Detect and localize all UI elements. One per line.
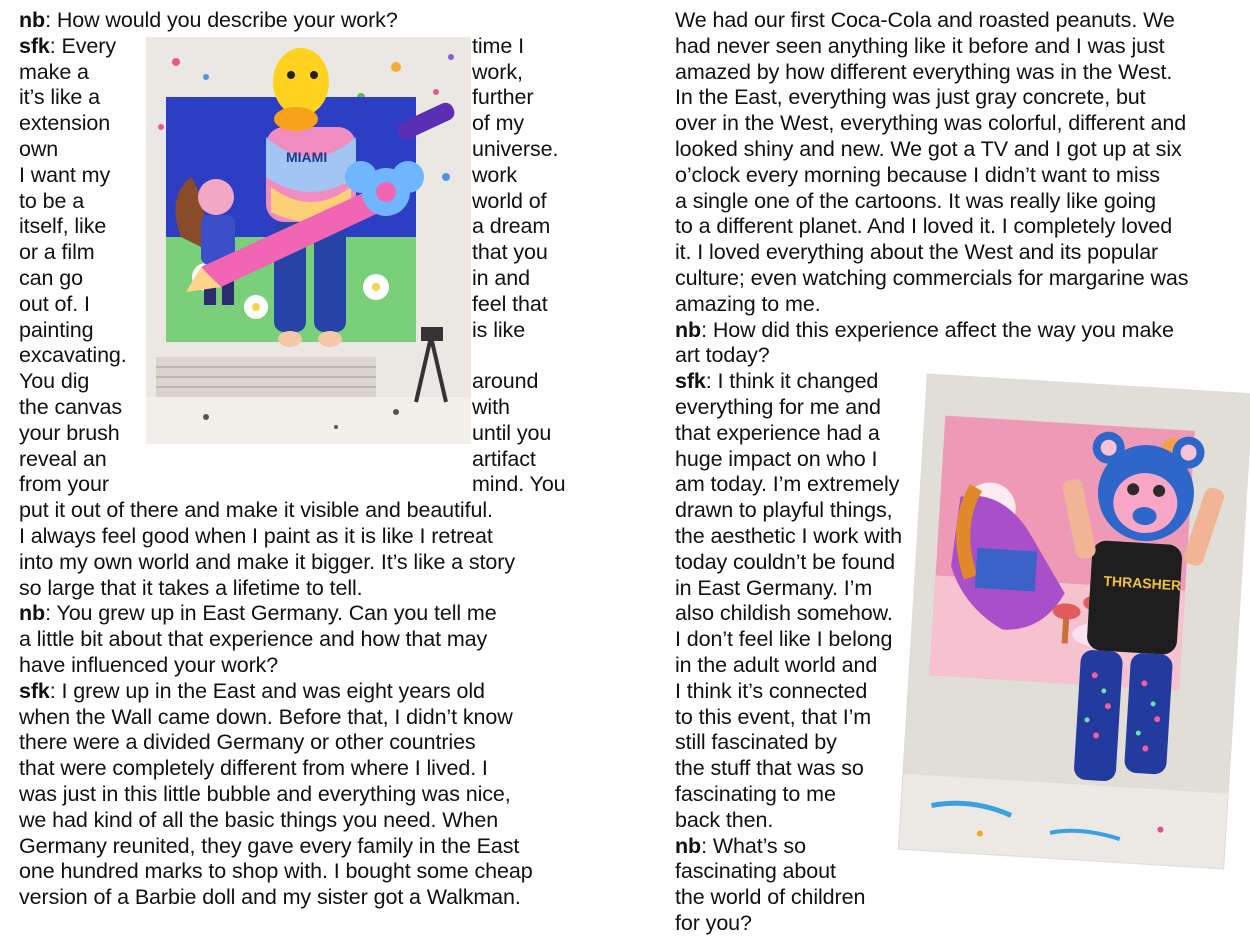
line-text: put it out of there and make it visible and beautiful. xyxy=(19,498,493,523)
left-column-wrap-line: of my xyxy=(472,111,525,136)
right-column-line xyxy=(675,576,872,602)
right-column-line xyxy=(675,524,902,550)
line-text: one hundred marks to shop with. I bought some cheap xyxy=(19,859,533,884)
right-column-line xyxy=(675,60,1172,86)
line-text: in East Germany. I’m xyxy=(675,575,873,600)
left-column-wrap-line: with xyxy=(472,395,510,419)
svg-text:MIAMI: MIAMI xyxy=(286,149,328,165)
left-column-line xyxy=(19,240,95,266)
right-column-line xyxy=(675,137,1182,163)
line-text: the aesthetic I work with xyxy=(675,524,902,548)
line-text: your brush xyxy=(19,420,120,445)
left-column-line xyxy=(19,730,476,756)
right-column-line xyxy=(675,266,1188,292)
left-column-line xyxy=(19,859,533,885)
left-column-line xyxy=(19,472,109,498)
line-text: still fascinated by xyxy=(675,730,837,755)
line-text: I always feel good when I paint as it is like I retreat xyxy=(19,524,493,548)
left-column-line xyxy=(19,369,89,395)
left-column-line xyxy=(19,189,84,215)
line-text: : Every xyxy=(49,33,116,58)
line-text: art today? xyxy=(675,343,770,368)
line-text: it. I loved everything about the West and its popular xyxy=(675,240,1159,265)
left-column-wrap-line: feel that xyxy=(472,291,548,316)
line-text: have influenced your work? xyxy=(19,653,279,677)
left-column-line xyxy=(19,498,493,524)
right-column-line xyxy=(675,163,1160,189)
right-column-line xyxy=(675,627,892,653)
left-column-line xyxy=(19,679,485,705)
right-column-line xyxy=(675,679,867,705)
left-column-wrap-line: work, xyxy=(472,59,523,84)
right-column-line xyxy=(675,550,895,576)
left-column-line xyxy=(19,8,398,34)
speaker-label: nb xyxy=(19,8,46,32)
left-column-line xyxy=(19,601,497,627)
right-column-line xyxy=(675,240,1158,266)
line-text: that experience had a xyxy=(675,420,880,445)
left-column-wrap-line: universe. xyxy=(472,137,559,161)
left-column-wrap-line: work xyxy=(472,162,517,187)
line-text: : You grew up in East Germany. Can you tell me xyxy=(45,601,497,626)
line-text: : I grew up in the East and was eight years old xyxy=(49,678,485,703)
left-column-wrap-line: in and xyxy=(472,266,530,290)
right-column-line xyxy=(675,601,893,627)
line-text: in the adult world and xyxy=(675,653,878,677)
line-text: I don’t feel like I belong xyxy=(675,627,893,652)
line-text: over in the West, everything was colorful, different and xyxy=(675,111,1187,136)
left-column-line xyxy=(19,292,90,318)
line-text: a little bit about that experience and how that may xyxy=(19,627,488,652)
thrasher-shirt-logo: THRASHER xyxy=(1103,572,1182,594)
line-text: Germany reunited, they gave every family in the East xyxy=(19,833,520,858)
speaker-label: nb xyxy=(19,601,46,626)
right-column-line xyxy=(675,447,877,473)
line-text: itself, like xyxy=(19,214,107,239)
line-text: own xyxy=(19,137,59,161)
line-text: can go xyxy=(19,266,83,290)
line-text: when the Wall came down. Before that, I didn’t know xyxy=(19,704,513,729)
line-text: o’clock every morning because I didn’t want to miss xyxy=(675,162,1160,187)
line-text: make a xyxy=(19,59,89,84)
right-column-line xyxy=(675,318,1174,344)
right-column-line xyxy=(675,34,1165,60)
left-column-line xyxy=(19,60,89,86)
left-column-wrap-line: is like xyxy=(472,317,526,342)
left-column-line xyxy=(19,550,515,576)
line-text: culture; even watching commercials for margarine was xyxy=(675,266,1189,290)
line-text: In the East, everything was just gray concrete, but xyxy=(675,85,1146,110)
line-text: it’s like a xyxy=(19,85,100,110)
line-text: fascinating about xyxy=(675,859,836,884)
left-column-wrap-line: a dream xyxy=(472,214,551,239)
line-text: painting xyxy=(19,317,94,342)
right-column-line xyxy=(675,653,877,679)
left-column-wrap-line: time I xyxy=(472,33,524,58)
right-column-line xyxy=(675,834,806,860)
left-column-line xyxy=(19,653,278,679)
line-text: looked shiny and new. We got a TV and I got up at six xyxy=(675,137,1182,161)
left-column-line xyxy=(19,34,116,60)
left-column-line xyxy=(19,343,127,369)
left-column-line xyxy=(19,163,110,189)
line-text: version of a Barbie doll and my sister got a Walkman. xyxy=(19,885,521,910)
left-column-line xyxy=(19,318,94,344)
right-column-line xyxy=(675,705,871,731)
line-text: from your xyxy=(19,472,109,497)
left-column-wrap-line: that you xyxy=(472,240,548,265)
left-column-line xyxy=(19,808,498,834)
right-column-line xyxy=(675,189,1156,215)
line-text: You dig xyxy=(19,369,90,394)
right-column-line xyxy=(675,8,1175,34)
line-text: back then. xyxy=(675,807,774,832)
studio-photo-illustration xyxy=(146,37,471,444)
right-column-line xyxy=(675,292,821,318)
line-text: into my own world and make it bigger. It’s like a story xyxy=(19,549,515,574)
line-text: the canvas xyxy=(19,395,122,419)
line-text: : I think it changed xyxy=(705,369,879,394)
line-text: to be a xyxy=(19,188,85,213)
line-text: there were a divided Germany or other countries xyxy=(19,730,476,755)
speaker-label: sfk xyxy=(19,678,50,703)
left-column-line xyxy=(19,214,106,240)
line-text: was just in this little bubble and everything was nice, xyxy=(19,782,511,806)
right-column-line xyxy=(675,885,865,911)
left-column-line xyxy=(19,137,58,163)
right-column-line xyxy=(675,214,1172,240)
left-column-wrap-line: until you xyxy=(472,420,552,445)
left-column-line xyxy=(19,447,107,473)
left-column-line xyxy=(19,576,363,602)
right-column-line xyxy=(675,498,893,524)
line-text: : What’s so xyxy=(701,833,806,858)
line-text: we had kind of all the basic things you need. When xyxy=(19,807,499,832)
line-text: amazed by how different everything was in the West. xyxy=(675,59,1173,84)
line-text: out of. I xyxy=(19,291,90,316)
line-text: for you? xyxy=(675,911,752,935)
line-text: am today. I’m extremely xyxy=(675,472,900,497)
left-column-wrap-line: around xyxy=(472,369,539,394)
right-column-line xyxy=(675,111,1186,137)
left-column-line xyxy=(19,834,519,860)
right-column-line xyxy=(675,472,899,498)
right-column-line xyxy=(675,85,1146,111)
line-text: or a film xyxy=(19,240,95,265)
right-column-line xyxy=(675,756,864,782)
line-text: had never seen anything like it before and I was just xyxy=(675,33,1165,58)
line-text: a single one of the cartoons. It was really like going xyxy=(675,188,1157,213)
line-text: fascinating to me xyxy=(675,782,836,806)
right-column-line xyxy=(675,369,878,395)
left-column-line xyxy=(19,885,521,911)
right-column-line xyxy=(675,421,880,447)
line-text: extension xyxy=(19,111,111,136)
left-column-line xyxy=(19,421,120,447)
line-text: everything for me and xyxy=(675,395,881,419)
line-text: to this event, that I’m xyxy=(675,704,872,729)
left-column-wrap-line: artifact xyxy=(472,446,536,471)
left-column-wrap-line: mind. You xyxy=(472,472,566,497)
line-text: today couldn’t be found xyxy=(675,549,896,574)
line-text: that were completely different from where I lived. I xyxy=(19,756,488,781)
line-text: I want my xyxy=(19,162,111,187)
studio-photo-illustration-2 xyxy=(899,375,1250,869)
line-text: to a different planet. And I loved it. I completely loved xyxy=(675,214,1173,239)
speaker-label: nb xyxy=(675,833,702,858)
line-text: : How would you describe your work? xyxy=(45,8,398,32)
left-column-wrap-line: world of xyxy=(472,188,547,213)
line-text: reveal an xyxy=(19,446,107,471)
line-text: also childish somehow. xyxy=(675,601,893,626)
line-text: the stuff that was so xyxy=(675,756,864,781)
speaker-label: sfk xyxy=(19,33,50,58)
speaker-label: nb xyxy=(675,317,702,342)
line-text: so large that it takes a lifetime to tell. xyxy=(19,575,363,600)
left-column-line xyxy=(19,395,122,421)
speaker-label: sfk xyxy=(675,369,706,394)
line-text: the world of children xyxy=(675,885,866,910)
right-column-line xyxy=(675,343,770,369)
left-column-line xyxy=(19,756,488,782)
line-text: I think it’s connected xyxy=(675,678,868,703)
right-column-line xyxy=(675,782,836,808)
right-column-line xyxy=(675,395,881,421)
left-column-line xyxy=(19,111,110,137)
line-text: drawn to playful things, xyxy=(675,498,893,523)
studio-photo-duck-mask xyxy=(146,37,471,444)
line-text: We had our first Coca-Cola and roasted peanuts. We xyxy=(675,8,1175,32)
right-column-line xyxy=(675,859,836,885)
line-text: : How did this experience affect the way you make xyxy=(701,317,1174,342)
line-text: huge impact on who I xyxy=(675,446,878,471)
right-column-line xyxy=(675,730,837,756)
line-text: amazing to me. xyxy=(675,291,821,316)
left-column-line xyxy=(19,782,511,808)
line-text: excavating. xyxy=(19,343,127,368)
left-column-line xyxy=(19,85,100,111)
studio-photo-bear-mask xyxy=(899,375,1250,869)
left-column-line xyxy=(19,705,513,731)
left-column-line xyxy=(19,627,487,653)
left-column-wrap-line: further xyxy=(472,85,534,110)
right-column-line xyxy=(675,808,773,834)
left-column-line xyxy=(19,524,493,550)
left-column-line xyxy=(19,266,83,292)
